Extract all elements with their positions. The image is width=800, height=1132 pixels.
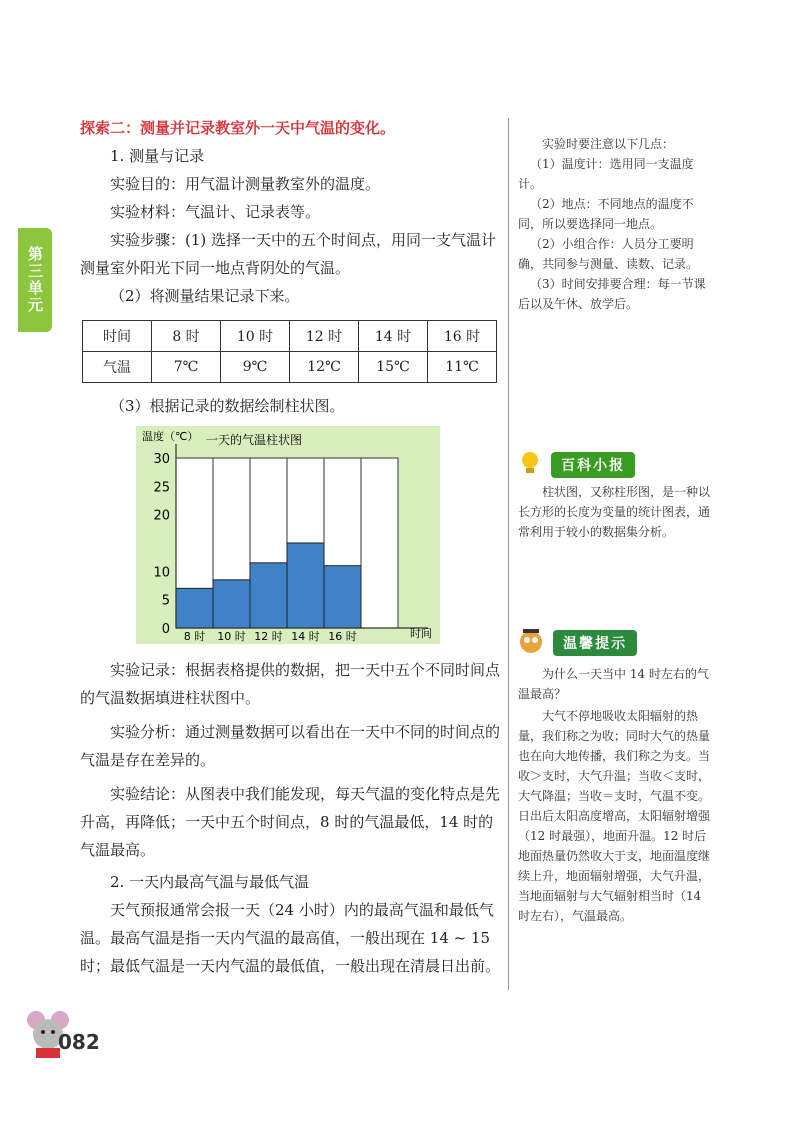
table-cell: 16 时 [428,321,497,352]
experiment-steps-2: （2）将测量结果记录下来。 [110,287,300,305]
tips-badge: 温馨提示 [553,630,637,656]
page-number: 082 [58,1030,100,1054]
chart-y-tick-label: 5 [161,593,170,609]
table-cell: 11℃ [428,352,497,383]
list-item: （2）小组合作：人员分工要明确，共同参与测量、读数、记录。 [518,237,699,271]
encyclopedia-badge: 百科小报 [551,452,635,478]
unit-tab: 第三单元 [18,228,52,332]
chart-ylabel: 温度（℃） [142,430,199,443]
chart-bar [176,588,213,628]
side-notes-intro: 实验时要注意以下几点： [542,137,675,151]
tips-answer: 大气不停地吸收太阳辐射的热量，我们称之为收；同时大气的热量也在向大地传播，我们称之为支。当收＞支时，大气升温；当收＜支时，大气降温；当收＝支时，气温不变。日出后太阳高度增高，太阳辐射增强（12 时最强），地面升温。12 时后地面热量仍然收大于支，地面温度继续上升，地面辐射增强，大气升温，当地面辐射与大气辐射相当时（14 时左右），气温最高。 [518,709,711,923]
list-item: （1）温度计：选用同一支温度计。 [518,157,694,191]
chart-x-tick-label: 12 时 [254,630,283,643]
experiment-purpose: 实验目的：用气温计测量教室外的温度。 [110,175,381,193]
chart-xlabel: 时间 [410,627,432,640]
experiment-record: 实验记录：根据表格提供的数据，把一天中五个不同时间点的气温数据填进柱状图中。 [80,661,501,707]
table-cell: 12℃ [290,352,359,383]
table-cell: 10 时 [221,321,290,352]
experiment-materials: 实验材料：气温计、记录表等。 [110,203,321,221]
list-item: （3）时间安排要合理：每一节课后以及午休、放学后。 [518,277,706,311]
table-cell: 气温 [83,352,152,383]
chart-y-tick-label: 20 [153,508,170,524]
table-cell: 时间 [83,321,152,352]
table-cell: 8 时 [152,321,221,352]
chart-y-tick-label: 25 [153,480,170,496]
chart-title: 一天的气温柱状图 [206,433,303,447]
experiment-steps-1: 实验步骤：(1) 选择一天中的五个时间点，用同一支气温计测量室外阳光下同一地点背阴处的气温。 [80,231,497,277]
chart-x-tick-label: 14 时 [291,630,320,643]
chart-y-tick-label: 0 [161,622,170,637]
main-column [80,114,500,310]
subsection-title-2: 2. 一天内最高气温与最低气温 [110,873,310,891]
chart-x-tick-label: 16 时 [328,630,357,643]
temperature-table [82,320,497,383]
table-cell: 15℃ [359,352,428,383]
chart-bar [324,566,361,628]
table-cell: 12 时 [290,321,359,352]
experiment-analysis: 实验分析：通过测量数据可以看出在一天中不同的时间点的气温是存在差异的。 [80,723,501,769]
experiment-steps-3: （3）根据记录的数据绘制柱状图。 [110,397,345,415]
list-item: （2）地点：不同地点的温度不同，所以要选择同一地点。 [518,197,694,231]
table-row [83,352,497,383]
chart-bar [287,543,324,628]
encyclopedia-text: 柱状图，又称柱形图，是一种以长方形的长度为变量的统计图表，通常利用于较小的数据集分析。 [518,485,711,539]
experiment-conclusion: 实验结论：从图表中我们能发现，每天气温的变化特点是先升高，再降低；一天中五个时间点，8 时的气温最低，14 时的气温最高。 [80,785,501,859]
chart-y-tick-label: 10 [153,565,170,581]
chart-bar [250,563,287,628]
tips-box [518,628,637,658]
bar-chart [136,426,440,644]
subsection-title-1: 1. 测量与记录 [110,147,205,165]
encyclopedia-box [518,450,635,480]
table-row [83,321,497,352]
section-heading: 探索二：测量并记录教室外一天中气温的变化。 [80,119,396,137]
lightbulb-icon [518,450,542,480]
section-2-text: 天气预报通常会报一天（24 小时）内的最高气温和最低气温。最高气温是指一天内气温的最高值，一般出现在 14 ~ 15 时；最低气温是一天内气温的最低值，一般出现在清晨日出前。 [80,901,501,975]
table-cell: 14 时 [359,321,428,352]
side-notes [518,134,714,314]
tips-content [518,664,714,926]
table-cell: 9℃ [221,352,290,383]
owl-icon [518,628,544,658]
chart-y-tick-label: 30 [153,452,170,467]
chart-x-tick-label: 8 时 [183,630,206,643]
chart-x-tick-label: 10 时 [217,630,246,643]
chart-bar [213,580,250,628]
column-divider [508,118,509,990]
tips-question: 为什么一天当中 14 时左右的气温最高？ [518,667,709,701]
table-cell: 7℃ [152,352,221,383]
